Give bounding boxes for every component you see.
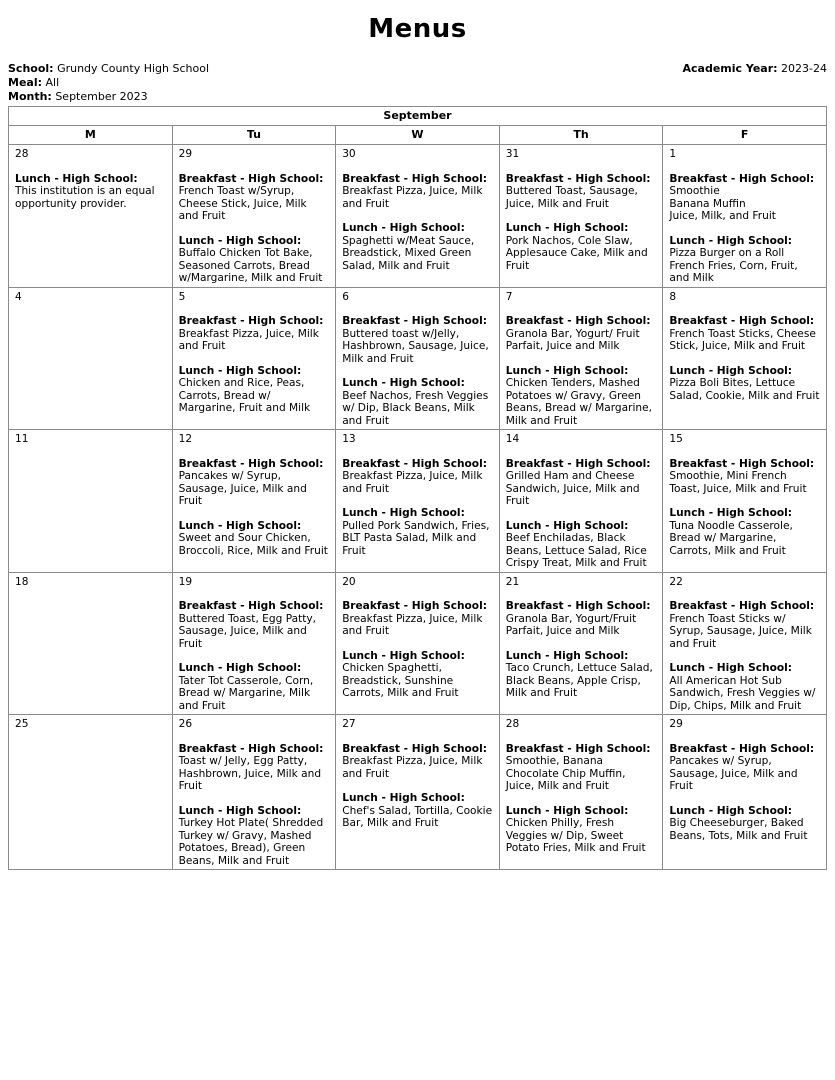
- meal-title: Breakfast - High School:: [505, 172, 651, 185]
- meal-title: Lunch - High School:: [178, 519, 302, 532]
- meal-entry: [342, 173, 493, 211]
- meal-entry: [669, 315, 820, 353]
- calendar-day-cell: [9, 145, 173, 288]
- meal-entry: [669, 173, 820, 223]
- meal-entry: [342, 650, 493, 700]
- calendar-day-cell: [172, 145, 336, 288]
- meal-items: Chef's Salad, Tortilla, Cookie Bar, Milk and Fruit: [342, 804, 493, 829]
- meal-entry: [179, 235, 330, 285]
- day-of-week-header: W: [336, 126, 500, 145]
- meal-items: Chicken Philly, Fresh Veggies w/ Dip, Sweet Potato Fries, Milk and Fruit: [505, 817, 646, 854]
- calendar-week-row: [9, 145, 827, 288]
- day-number: 18: [15, 575, 29, 588]
- calendar-day-cell: [663, 430, 827, 573]
- meal-entry: [506, 805, 657, 855]
- day-number: 7: [505, 290, 513, 303]
- day-number: 30: [342, 148, 356, 160]
- meal-items: Smoothie, Mini French Toast, Juice, Milk and Fruit: [669, 470, 807, 495]
- meal-title: Lunch - High School:: [505, 364, 629, 377]
- meal-items: French Toast w/Syrup, Cheese Stick, Juice, Milk and Fruit: [178, 185, 307, 222]
- meal-entry: [342, 222, 493, 272]
- meal-title: Lunch - High School:: [342, 649, 465, 662]
- menu-calendar: [8, 106, 827, 870]
- meal-entry: [179, 520, 330, 558]
- meal-entry: [179, 365, 330, 415]
- meal-title: Lunch - High School:: [669, 507, 792, 519]
- day-number: 1: [669, 148, 677, 160]
- meal-items: Smoothie Banana Muffin Juice, Milk, and Fruit: [669, 185, 776, 222]
- day-number: 12: [178, 433, 193, 445]
- meal-entry: [669, 365, 820, 403]
- meal-entry: [506, 458, 657, 508]
- meal-entry: [179, 173, 330, 223]
- meal-items: Breakfast Pizza, Juice, Milk and Fruit: [342, 470, 483, 495]
- meal-items: Tuna Noodle Casserole, Bread w/ Margarine, Carrots, Milk and Fruit: [669, 519, 793, 557]
- meal-title: Lunch - High School:: [178, 234, 302, 247]
- meal-title: Breakfast - High School:: [505, 600, 651, 612]
- calendar-day-cell: [499, 145, 663, 288]
- meal-items: Beef Enchiladas, Black Beans, Lettuce Salad, Rice Crispy Treat, Milk and Fruit: [505, 532, 647, 569]
- meal-items: Breakfast Pizza, Juice, Milk and Fruit: [178, 327, 319, 352]
- meal-title: Lunch - High School:: [342, 792, 465, 804]
- meal-entry: [669, 235, 820, 285]
- meal-items: Tater Tot Casserole, Corn, Bread w/ Margarine, Milk and Fruit: [178, 674, 314, 712]
- meal-entry: [342, 743, 493, 781]
- meal-entry: [342, 458, 493, 496]
- calendar-day-cell: [336, 287, 500, 430]
- meal-items: Pizza Burger on a Roll French Fries, Corn, Fruit, and Milk: [669, 247, 798, 284]
- meal-entry: [179, 662, 330, 712]
- meal-title: Lunch - High School:: [669, 234, 792, 247]
- meal-title: Lunch - High School:: [505, 222, 629, 234]
- meal-entry: [506, 650, 657, 700]
- meal-items: Buttered Toast, Sausage, Juice, Milk and Fruit: [505, 185, 638, 210]
- day-number: 21: [505, 575, 520, 588]
- meal-entry: [342, 315, 493, 365]
- meal-entry: [506, 365, 657, 428]
- meal-title: Lunch - High School:: [669, 364, 792, 377]
- meal-items: Pizza Boli Bites, Lettuce Salad, Cookie, Milk and Fruit: [669, 377, 820, 402]
- day-number: 6: [342, 290, 349, 303]
- meal-items: Grilled Ham and Cheese Sandwich, Juice, Milk and Fruit: [505, 470, 640, 507]
- meal-entry: [179, 458, 330, 508]
- day-number: 8: [669, 290, 677, 303]
- meal-entry: [342, 507, 493, 557]
- day-number: 29: [669, 718, 683, 730]
- calendar-day-cell: [172, 430, 336, 573]
- meal-entry: [15, 173, 166, 211]
- calendar-day-cell: [9, 430, 173, 573]
- day-of-week-row: [9, 126, 827, 145]
- meal-title: Lunch - High School:: [669, 804, 792, 817]
- meal-items: Sweet and Sour Chicken, Broccoli, Rice, Milk and Fruit: [178, 532, 328, 557]
- meal-title: Breakfast - High School:: [669, 172, 815, 185]
- meal-title: Breakfast - High School:: [178, 315, 324, 327]
- meal-title: Lunch - High School:: [342, 507, 465, 519]
- meal-title: Breakfast - High School:: [178, 600, 324, 612]
- meal-title: Lunch - High School:: [505, 519, 629, 532]
- meal-title: Breakfast - High School:: [669, 457, 815, 470]
- meal-info: [8, 76, 59, 90]
- meal-title: Lunch - High School:: [669, 662, 792, 674]
- meal-entry: [179, 600, 330, 650]
- month-label: Month:: [8, 90, 52, 103]
- meal-title: Lunch - High School:: [505, 804, 629, 817]
- meal-items: Pulled Pork Sandwich, Fries, BLT Pasta Salad, Milk and Fruit: [342, 519, 490, 557]
- calendar-day-cell: [9, 287, 173, 430]
- calendar-day-cell: [663, 145, 827, 288]
- meal-items: Buffalo Chicken Tot Bake, Seasoned Carrots, Bread w/Margarine, Milk and Fruit: [178, 247, 323, 284]
- meal-entry: [506, 315, 657, 353]
- meal-entry: [669, 507, 820, 557]
- day-number: 28: [15, 148, 29, 160]
- meal-items: Pork Nachos, Cole Slaw, Applesauce Cake, Milk and Fruit: [505, 234, 648, 272]
- meal-items: Granola Bar, Yogurt/Fruit Parfait, Juice and Milk: [505, 612, 637, 637]
- meal-title: Lunch - High School:: [342, 377, 465, 389]
- meal-entry: [506, 222, 657, 272]
- meal-entry: [669, 743, 820, 793]
- meal-value: All: [45, 76, 60, 89]
- meal-entry: [506, 600, 657, 638]
- meal-items: Smoothie, Banana Chocolate Chip Muffin, Juice, Milk and Fruit: [505, 755, 626, 792]
- calendar-day-cell: [172, 572, 336, 715]
- calendar-day-cell: [336, 430, 500, 573]
- meal-title: Lunch - High School:: [505, 649, 629, 662]
- meal-title: Breakfast - High School:: [178, 742, 324, 755]
- meal-items: Pancakes w/ Syrup, Sausage, Juice, Milk and Fruit: [669, 755, 798, 792]
- month-value: September 2023: [55, 90, 148, 103]
- meal-entry: [342, 600, 493, 638]
- calendar-day-cell: [499, 430, 663, 573]
- calendar-day-cell: [663, 287, 827, 430]
- month-info: [8, 90, 148, 104]
- meal-items: Big Cheeseburger, Baked Beans, Tots, Milk and Fruit: [669, 817, 808, 842]
- calendar-day-cell: [336, 145, 500, 288]
- meal-entry: [669, 805, 820, 843]
- meal-entry: [669, 458, 820, 496]
- day-of-week-header: Th: [499, 126, 663, 145]
- meal-title: Breakfast - High School:: [505, 457, 651, 470]
- meal-title: Breakfast - High School:: [669, 600, 815, 612]
- day-number: 29: [178, 148, 193, 160]
- calendar-day-cell: [172, 287, 336, 430]
- meal-title: Lunch - High School:: [178, 662, 302, 674]
- meal-title: Breakfast - High School:: [342, 172, 487, 185]
- meal-title: Lunch - High School:: [15, 172, 138, 185]
- calendar-body: [9, 145, 827, 870]
- calendar-day-cell: [9, 715, 173, 870]
- calendar-day-cell: [9, 572, 173, 715]
- meal-items: Buttered toast w/Jelly, Hashbrown, Sausage, Juice, Milk and Fruit: [342, 327, 489, 365]
- meal-items: Beef Nachos, Fresh Veggies w/ Dip, Black Beans, Milk and Fruit: [342, 389, 489, 427]
- calendar-week-row: [9, 572, 827, 715]
- day-number: 26: [178, 718, 193, 730]
- meal-title: Breakfast - High School:: [669, 742, 815, 755]
- meal-items: This institution is an equal opportunity provider.: [15, 185, 155, 210]
- meal-items: Breakfast Pizza, Juice, Milk and Fruit: [342, 185, 483, 210]
- day-number: 19: [178, 575, 193, 588]
- meal-title: Lunch - High School:: [178, 364, 302, 377]
- meal-entry: [179, 743, 330, 793]
- meal-items: Spaghetti w/Meat Sauce, Breadstick, Mixed Green Salad, Milk and Fruit: [342, 234, 475, 272]
- calendar-week-row: [9, 715, 827, 870]
- school-name: Grundy County High School: [57, 62, 210, 75]
- calendar-day-cell: [663, 572, 827, 715]
- meal-entry: [506, 520, 657, 570]
- day-number: 25: [15, 718, 29, 730]
- meal-title: Lunch - High School:: [342, 222, 465, 234]
- calendar-week-row: [9, 430, 827, 573]
- meal-entry: [669, 600, 820, 650]
- meal-title: Breakfast - High School:: [505, 742, 651, 755]
- calendar-day-cell: [499, 572, 663, 715]
- page-title: Menus: [368, 14, 467, 44]
- school-label: School:: [8, 62, 54, 75]
- academic-year-value: 2023-24: [781, 62, 827, 75]
- meal-entry: [506, 743, 657, 793]
- calendar-day-cell: [336, 715, 500, 870]
- meal-label: Meal:: [8, 76, 42, 89]
- calendar-week-row: [9, 287, 827, 430]
- meal-title: Breakfast - High School:: [178, 172, 324, 185]
- meal-items: All American Hot Sub Sandwich, Fresh Veggies w/ Dip, Chips, Milk and Fruit: [669, 674, 816, 712]
- school-info: [8, 62, 209, 76]
- day-number: 20: [342, 575, 356, 588]
- meal-title: Breakfast - High School:: [342, 742, 487, 755]
- day-number: 28: [505, 718, 520, 730]
- calendar-day-cell: [172, 715, 336, 870]
- calendar-day-cell: [499, 287, 663, 430]
- meal-items: Breakfast Pizza, Juice, Milk and Fruit: [342, 612, 483, 637]
- calendar-day-cell: [336, 572, 500, 715]
- meal-entry: [342, 377, 493, 427]
- day-of-week-header: M: [9, 126, 173, 145]
- meal-title: Breakfast - High School:: [505, 315, 651, 327]
- day-number: 14: [505, 433, 520, 445]
- meal-items: Granola Bar, Yogurt/ Fruit Parfait, Juice and Milk: [505, 327, 640, 352]
- meal-entry: [179, 805, 330, 868]
- day-number: 31: [505, 148, 520, 160]
- meal-items: Pancakes w/ Syrup, Sausage, Juice, Milk and Fruit: [178, 470, 307, 507]
- meal-entry: [506, 173, 657, 211]
- day-number: 11: [15, 433, 29, 445]
- meal-entry: [669, 662, 820, 712]
- day-number: 27: [342, 718, 356, 730]
- meal-title: Breakfast - High School:: [342, 600, 487, 612]
- day-number: 4: [15, 290, 22, 303]
- day-number: 5: [178, 290, 186, 303]
- academic-year-label: Academic Year:: [682, 62, 778, 75]
- academic-year-info: [682, 62, 827, 76]
- meal-items: Breakfast Pizza, Juice, Milk and Fruit: [342, 755, 483, 780]
- meal-title: Breakfast - High School:: [342, 315, 487, 327]
- meal-entry: [342, 792, 493, 830]
- meal-items: French Toast Sticks, Cheese Stick, Juice, Milk and Fruit: [669, 327, 816, 352]
- day-number: 13: [342, 433, 356, 445]
- meal-title: Breakfast - High School:: [669, 315, 815, 327]
- meal-entry: [179, 315, 330, 353]
- day-of-week-header: F: [663, 126, 827, 145]
- meal-items: Buttered Toast, Egg Patty, Sausage, Juice, Milk and Fruit: [178, 612, 317, 650]
- meal-items: Taco Crunch, Lettuce Salad, Black Beans, Apple Crisp, Milk and Fruit: [505, 662, 653, 699]
- meal-title: Breakfast - High School:: [178, 457, 324, 470]
- meal-items: Chicken and Rice, Peas, Carrots, Bread w/ Margarine, Fruit and Milk: [178, 377, 311, 414]
- meal-items: Chicken Spaghetti, Breadstick, Sunshine Carrots, Milk and Fruit: [342, 662, 459, 699]
- meal-items: Chicken Tenders, Mashed Potatoes w/ Gravy, Green Beans, Bread w/ Margarine, Milk and Fruit: [505, 377, 653, 427]
- day-number: 15: [669, 433, 683, 445]
- meal-title: Lunch - High School:: [178, 804, 302, 817]
- day-number: 22: [669, 575, 683, 588]
- meal-items: Turkey Hot Plate( Shredded Turkey w/ Gravy, Mashed Potatoes, Bread), Green Beans, Milk and Fruit: [178, 817, 324, 867]
- calendar-day-cell: [499, 715, 663, 870]
- calendar-month-header: September: [9, 107, 827, 126]
- calendar-day-cell: [663, 715, 827, 870]
- meal-items: Toast w/ Jelly, Egg Patty, Hashbrown, Juice, Milk and Fruit: [178, 755, 322, 792]
- day-of-week-header: Tu: [172, 126, 336, 145]
- meal-title: Breakfast - High School:: [342, 457, 487, 470]
- meal-items: French Toast Sticks w/ Syrup, Sausage, Juice, Milk and Fruit: [669, 612, 812, 650]
